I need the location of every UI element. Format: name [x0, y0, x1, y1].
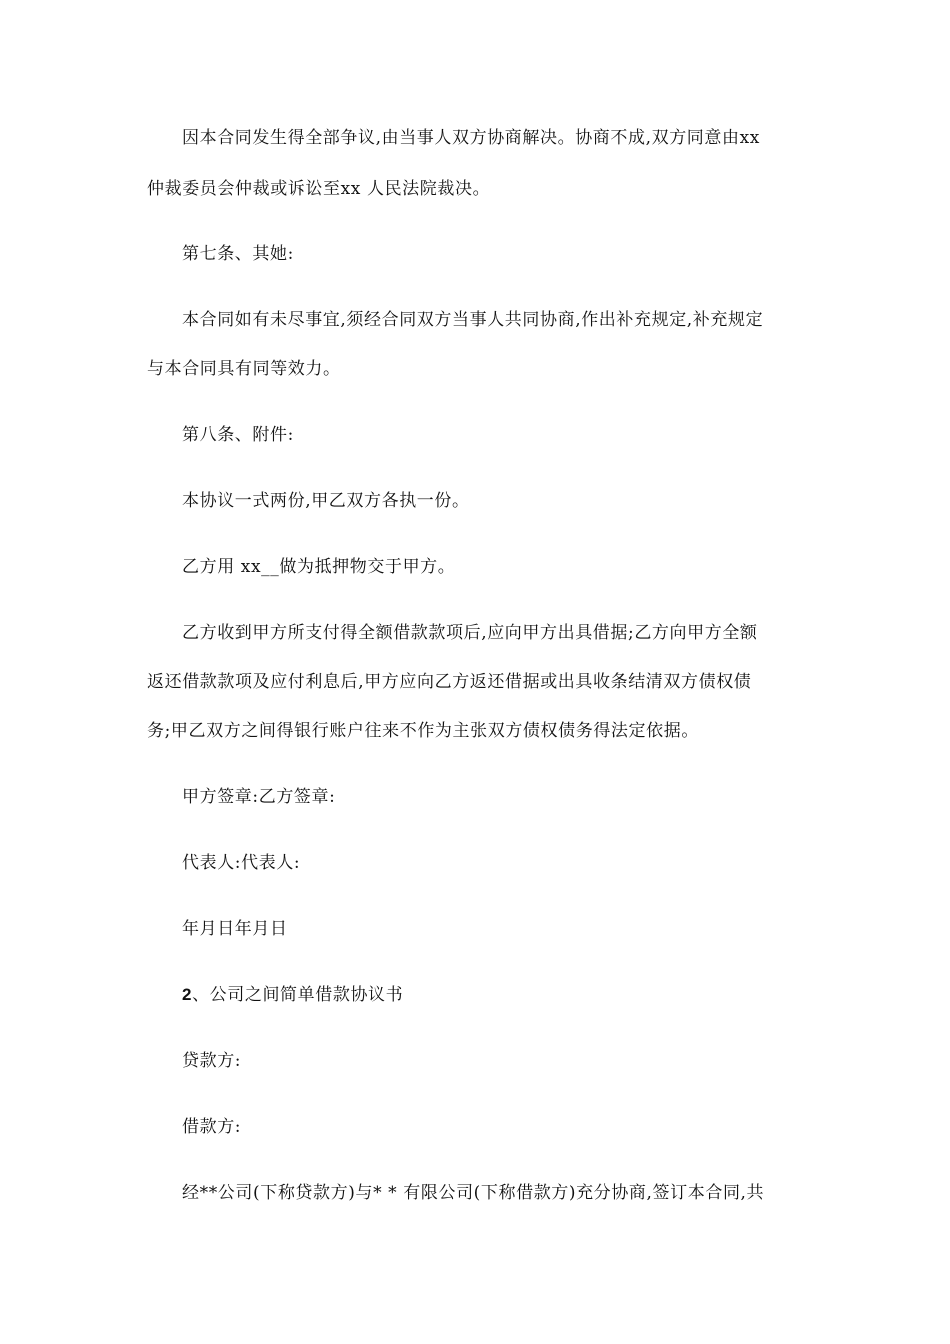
receipt-paragraph-line-3: 务;甲乙双方之间得银行账户往来不作为主张双方债权债务得法定依据。 — [147, 721, 699, 741]
section-2-number: 2 — [182, 985, 193, 1004]
signature-line: 甲方签章:乙方签章: — [182, 787, 336, 807]
article-8-heading: 第八条、附件: — [182, 425, 294, 445]
borrower-label: 借款方: — [182, 1117, 242, 1137]
receipt-paragraph-line-2: 返还借款款项及应付利息后,甲方应向乙方返还借据或出具收条结清双方债权债 — [147, 672, 752, 692]
supplement-paragraph-line-1: 本合同如有未尽事宜,须经合同双方当事人共同协商,作出补充规定,补充规定 — [182, 310, 764, 330]
dispute-paragraph-line-2: 仲裁委员会仲裁或诉讼至xx 人民法院裁决。 — [147, 179, 491, 199]
dispute-paragraph-line-1: 因本合同发生得全部争议,由当事人双方协商解决。协商不成,双方同意由xx — [182, 128, 760, 148]
section-2-title — [182, 984, 852, 1006]
receipt-paragraph-line-1: 乙方收到甲方所支付得全额借款款项后,应向甲方出具借据;乙方向甲方全额 — [182, 623, 758, 643]
agreement-intro-paragraph: 经**公司(下称贷款方)与* * 有限公司(下称借款方)充分协商,签订本合同,共 — [182, 1183, 765, 1203]
lender-label: 贷款方: — [182, 1051, 242, 1071]
collateral-paragraph: 乙方用 xx__做为抵押物交于甲方。 — [182, 557, 456, 577]
representative-line: 代表人:代表人: — [182, 853, 301, 873]
copies-paragraph: 本协议一式两份,甲乙双方各执一份。 — [182, 491, 470, 511]
date-line: 年月日年月日 — [182, 919, 288, 939]
supplement-paragraph-line-2: 与本合同具有同等效力。 — [147, 359, 341, 379]
section-2-title-text: 、公司之间简单借款协议书 — [192, 985, 404, 1005]
article-7-heading: 第七条、其她: — [182, 244, 294, 264]
